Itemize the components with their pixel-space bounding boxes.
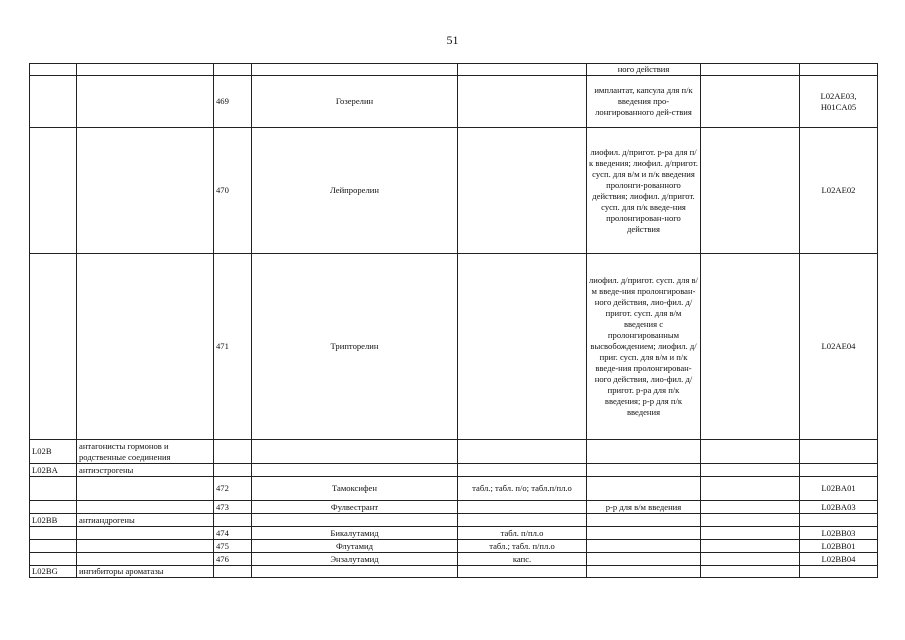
table-cell bbox=[30, 477, 77, 501]
table-row bbox=[30, 254, 878, 440]
table-cell bbox=[77, 501, 214, 514]
tablet-form: табл.; табл. п/пл.о bbox=[458, 540, 587, 553]
row-number: 470 bbox=[214, 128, 252, 254]
table-cell bbox=[458, 501, 587, 514]
atc-code: L02AE03, H01CA05 bbox=[800, 76, 878, 128]
atc-group-code: L02B bbox=[30, 440, 77, 464]
table-cell bbox=[701, 553, 800, 566]
drug-name: Трипторелин bbox=[252, 254, 458, 440]
row-number: 473 bbox=[214, 501, 252, 514]
table-cell bbox=[701, 527, 800, 540]
table-cell bbox=[30, 553, 77, 566]
table-cell bbox=[77, 64, 214, 76]
table-row bbox=[30, 440, 878, 464]
table-cell bbox=[587, 566, 701, 578]
table-cell bbox=[701, 128, 800, 254]
table-cell bbox=[800, 464, 878, 477]
table-row bbox=[30, 128, 878, 254]
table-cell bbox=[252, 566, 458, 578]
table-row bbox=[30, 76, 878, 128]
table-cell bbox=[458, 64, 587, 76]
table-cell bbox=[214, 566, 252, 578]
table-cell bbox=[587, 464, 701, 477]
drug-name: Тамоксифен bbox=[252, 477, 458, 501]
table-cell bbox=[701, 440, 800, 464]
table-cell bbox=[30, 527, 77, 540]
table-cell bbox=[77, 540, 214, 553]
table-cell bbox=[701, 464, 800, 477]
table-cell bbox=[800, 514, 878, 527]
table-cell bbox=[458, 254, 587, 440]
table-cell bbox=[458, 440, 587, 464]
atc-group-code: L02BB bbox=[30, 514, 77, 527]
table-cell bbox=[77, 254, 214, 440]
table-cell bbox=[214, 464, 252, 477]
table-cell bbox=[701, 501, 800, 514]
row-number: 472 bbox=[214, 477, 252, 501]
atc-code: L02BB04 bbox=[800, 553, 878, 566]
table-cell bbox=[214, 440, 252, 464]
table-cell bbox=[30, 254, 77, 440]
tablet-form: капс. bbox=[458, 553, 587, 566]
table-cell bbox=[252, 514, 458, 527]
atc-group-code: L02BG bbox=[30, 566, 77, 578]
row-number: 476 bbox=[214, 553, 252, 566]
table-cell bbox=[587, 514, 701, 527]
table-cell bbox=[214, 514, 252, 527]
atc-group-code: L02BA bbox=[30, 464, 77, 477]
table-cell bbox=[30, 540, 77, 553]
table-cell bbox=[30, 128, 77, 254]
table-cell bbox=[800, 566, 878, 578]
page-number: 51 bbox=[446, 33, 459, 47]
atc-group-name: антиэстрогены bbox=[77, 464, 214, 477]
atc-code: L02BA03 bbox=[800, 501, 878, 514]
table-cell bbox=[30, 64, 77, 76]
table-row bbox=[30, 464, 878, 477]
tablet-form: табл. п/пл.о bbox=[458, 527, 587, 540]
table-cell bbox=[458, 128, 587, 254]
table-row bbox=[30, 527, 878, 540]
table-cell bbox=[800, 64, 878, 76]
drug-name: Энзалутамид bbox=[252, 553, 458, 566]
table-cell bbox=[77, 128, 214, 254]
drug-name: Лейпрорелин bbox=[252, 128, 458, 254]
table-cell bbox=[701, 477, 800, 501]
row-number: 474 bbox=[214, 527, 252, 540]
tablet-form: табл.; табл. п/о; табл.п/пл.о bbox=[458, 477, 587, 501]
table-cell bbox=[701, 254, 800, 440]
atc-code: L02AE02 bbox=[800, 128, 878, 254]
atc-code: L02BB01 bbox=[800, 540, 878, 553]
table-cell bbox=[701, 514, 800, 527]
table-cell bbox=[77, 553, 214, 566]
table-cell bbox=[587, 553, 701, 566]
table-cell bbox=[701, 566, 800, 578]
drug-name: Гозерелин bbox=[252, 76, 458, 128]
table-cell bbox=[77, 527, 214, 540]
table-row bbox=[30, 553, 878, 566]
table-cell bbox=[458, 566, 587, 578]
atc-group-name: антагонисты гормонов и родственные соединения bbox=[77, 440, 214, 464]
atc-code: L02AE04 bbox=[800, 254, 878, 440]
table-cell bbox=[458, 514, 587, 527]
atc-code: L02BB03 bbox=[800, 527, 878, 540]
table-cell bbox=[252, 464, 458, 477]
table-cell bbox=[701, 76, 800, 128]
table-row bbox=[30, 501, 878, 514]
table-cell bbox=[77, 76, 214, 128]
table-cell bbox=[252, 440, 458, 464]
table-row bbox=[30, 514, 878, 527]
table-cell bbox=[458, 464, 587, 477]
drug-name: Флутамид bbox=[252, 540, 458, 553]
table-cell bbox=[800, 440, 878, 464]
continuation-text: ного действия bbox=[587, 64, 701, 76]
row-number: 475 bbox=[214, 540, 252, 553]
table-row-header-strip bbox=[30, 64, 878, 76]
atc-group-name: ингибиторы ароматазы bbox=[77, 566, 214, 578]
table-cell bbox=[701, 540, 800, 553]
table-cell bbox=[252, 64, 458, 76]
atc-group-name: антиандрогены bbox=[77, 514, 214, 527]
table-cell bbox=[30, 76, 77, 128]
table-cell bbox=[587, 540, 701, 553]
table-cell bbox=[587, 440, 701, 464]
drug-name: Фулвестрант bbox=[252, 501, 458, 514]
table-cell bbox=[587, 527, 701, 540]
drug-list-table bbox=[29, 63, 878, 578]
table-row bbox=[30, 540, 878, 553]
table-cell bbox=[77, 477, 214, 501]
atc-code: L02BA01 bbox=[800, 477, 878, 501]
dosage-form: лиофил. д/пригот. сусп. для в/м введе-ния пролонгирован-ного действия, лио-фил. д/пригот. сусп. для в/м введения с пролонгированным высвобождением; лиофил. д/приг. сусп. для в/м и п/к введе-ния пролонгирован-ного действия, лио-фил. д/пригот. р-ра для п/к введения; р-р для п/к введения bbox=[587, 254, 701, 440]
table-cell bbox=[587, 477, 701, 501]
table-cell bbox=[458, 76, 587, 128]
drug-name: Бикалутамид bbox=[252, 527, 458, 540]
table-row bbox=[30, 566, 878, 578]
table-cell bbox=[701, 64, 800, 76]
dosage-form: имплантат, капсула для п/к введения про-лонгированного дей-ствия bbox=[587, 76, 701, 128]
table-row bbox=[30, 477, 878, 501]
row-number: 471 bbox=[214, 254, 252, 440]
row-number: 469 bbox=[214, 76, 252, 128]
dosage-form: лиофил. д/пригот. р-ра для п/к введения; лиофил. д/пригот. сусп. для в/м и п/к введения пролонги-рованного действия; лиофил. д/пригот. сусп. для п/к введе-ния пролонгирован-ного действия bbox=[587, 128, 701, 254]
table-cell bbox=[30, 501, 77, 514]
table-cell bbox=[214, 64, 252, 76]
dosage-form: р-р для в/м введения bbox=[587, 501, 701, 514]
